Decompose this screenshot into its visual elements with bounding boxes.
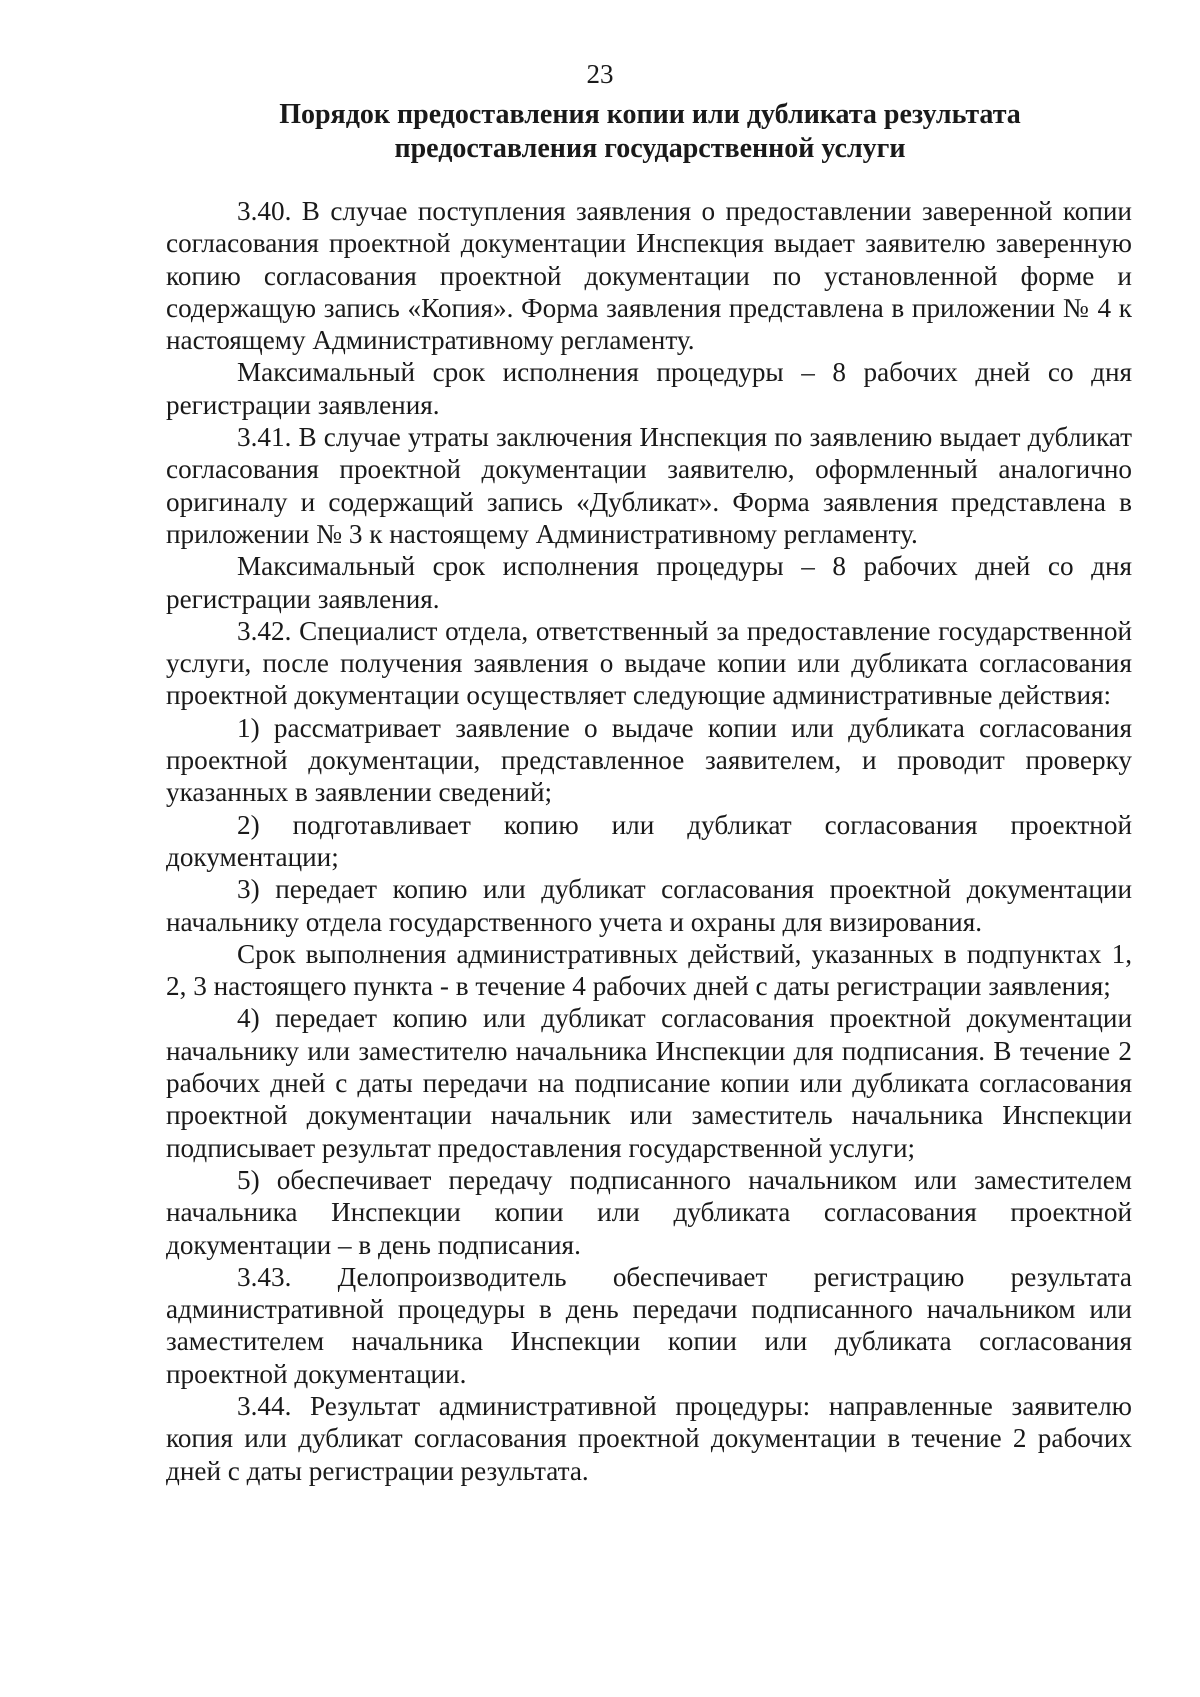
section-heading [240, 98, 1060, 166]
list-item-2: 2) подготавливает копию или дубликат согласования проектной документации; [166, 809, 1132, 872]
paragraph-3-43: 3.43. Делопроизводитель обеспечивает регистрацию результата административной процедуры в день передачи подписанного начальником или заместителем начальника Инспекции копии или дубликата согласования проектной документации. [166, 1261, 1132, 1389]
paragraph-deadline-1: Максимальный срок исполнения процедуры – 8 рабочих дней со дня регистрации заявления. [166, 357, 1132, 420]
document-body [166, 195, 1132, 1487]
heading-line-2: предоставления государственной услуги [394, 133, 906, 164]
heading-line-1: Порядок предоставления копии или дубликата результата [279, 99, 1021, 130]
list-item-5: 5) обеспечивает передачу подписанного начальником или заместителем начальника Инспекции копии или дубликата согласования проектной документации – в день подписания. [166, 1164, 1132, 1260]
paragraph-deadline-2: Максимальный срок исполнения процедуры – 8 рабочих дней со дня регистрации заявления. [166, 551, 1132, 614]
paragraph-3-41: 3.41. В случае утраты заключения Инспекция по заявлению выдает дубликат согласования проектной документации заявителю, оформленный аналогично оригиналу и содержащий запись «Дубликат». Форма заявления представлена в приложении № 3 к настоящему Административному регламенту. [166, 422, 1132, 549]
list-item-1: 1) рассматривает заявление о выдаче копии или дубликата согласования проектной документации, представленное заявителем, и проводит проверку указанных в заявлении сведений; [166, 712, 1132, 808]
page-number: 23 [586, 59, 614, 89]
paragraph-3-40: 3.40. В случае поступления заявления о предоставлении заверенной копии согласования проектной документации Инспекция выдает заявителю заверенную копию согласования проектной документации по установленной форме и содержащую запись «Копия». Форма заявления представлена в приложении № 4 к настоящему Административному регламенту. [166, 196, 1132, 356]
paragraph-3-44: 3.44. Результат административной процедуры: направленные заявителю копия или дубликат согласования проектной документации в течение 2 рабочих дней с даты регистрации результата. [166, 1390, 1132, 1486]
paragraph-deadline-3: Срок выполнения административных действий, указанных в подпунктах 1, 2, 3 настоящего пункта - в течение 4 рабочих дней с даты регистрации заявления; [166, 938, 1132, 1002]
list-item-4: 4) передает копию или дубликат согласования проектной документации начальнику или заместителю начальника Инспекции для подписания. В течение 2 рабочих дней с даты передачи на подписание копии или дубликата согласования проектной документации начальник или заместитель начальника Инспекции подписывает результат предоставления государственной услуги; [166, 1003, 1132, 1163]
paragraph-3-42: 3.42. Специалист отдела, ответственный за предоставление государственной услуги, после получения заявления о выдаче копии или дубликата согласования проектной документации осуществляет следующие административные действия: [166, 615, 1132, 711]
list-item-3: 3) передает копию или дубликат согласования проектной документации начальнику отдела государственного учета и охраны для визирования. [166, 874, 1132, 937]
